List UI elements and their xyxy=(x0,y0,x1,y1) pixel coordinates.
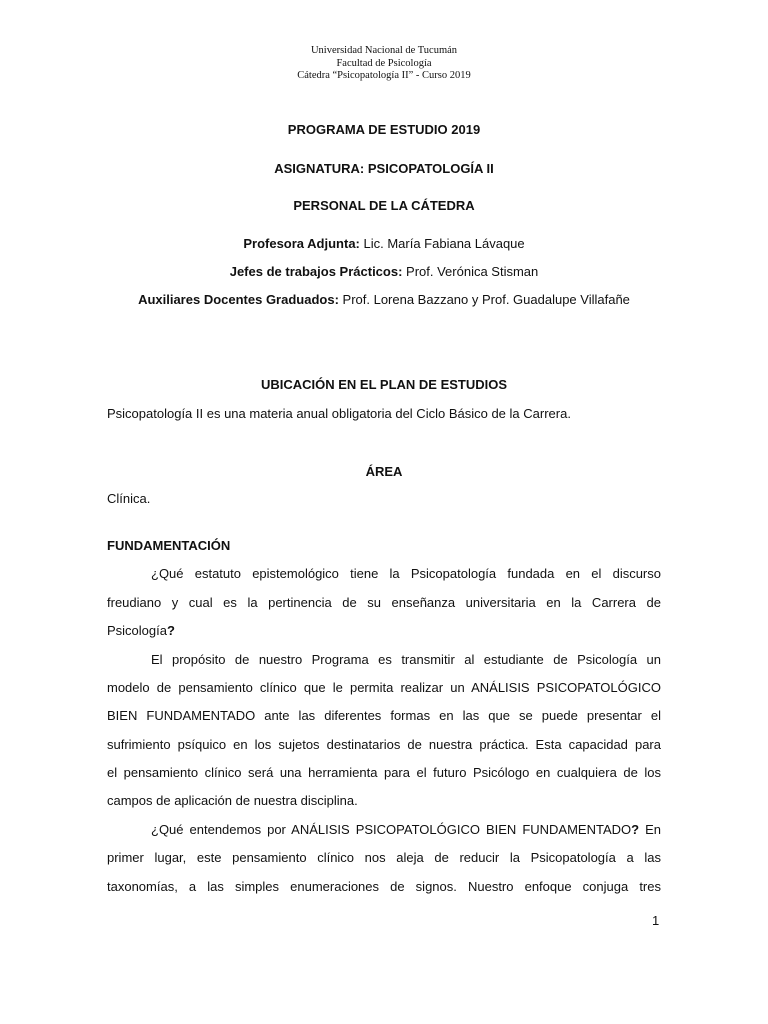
area-text: Clínica. xyxy=(107,491,151,506)
paragraph-line: el pensamiento clínico será una herramienta para el futuro Psicólogo en cualquiera de los xyxy=(107,765,661,780)
paragraph-line: taxonomías, a las simples enumeraciones de signos. Nuestro enfoque conjuga tres xyxy=(107,879,661,894)
staff-names: Prof. Lorena Bazzano y Prof. Guadalupe Villafañe xyxy=(338,292,630,307)
paragraph-line: BIEN FUNDAMENTADO ante las diferentes formas en las que se puede presentar el xyxy=(107,708,661,723)
course-name: Cátedra “Psicopatología II” - Curso 2019 xyxy=(297,70,471,81)
staff-role: Auxiliares Docentes Graduados: xyxy=(138,292,339,307)
question-mark: ? xyxy=(166,623,175,638)
question-mark: ? xyxy=(631,822,640,837)
staff-role: Jefes de trabajos Prácticos: xyxy=(229,264,403,279)
staff-heading: PERSONAL DE LA CÁTEDRA xyxy=(293,198,475,213)
paragraph-line: ¿Qué estatuto epistemológico tiene la Psicopatología fundada en el discurso xyxy=(151,566,661,581)
page-number: 1 xyxy=(652,913,660,928)
university-name: Universidad Nacional de Tucumán xyxy=(310,45,458,56)
paragraph-line: freudiano y cual es la pertinencia de su enseñanza universitaria en la Carrera de xyxy=(107,595,661,610)
faculty-name: Facultad de Psicología xyxy=(336,57,432,69)
paragraph-text: ¿Qué entendemos por ANÁLISIS PSICOPATOLÓGICO BIEN FUNDAMENTADO xyxy=(151,822,632,837)
location-heading: UBICACIÓN EN EL PLAN DE ESTUDIOS xyxy=(260,377,508,392)
staff-line-adjunta xyxy=(0,236,768,251)
paragraph-line: sufrimiento psíquico en los sujetos destinatarios de nuestra práctica. Esta capacidad para xyxy=(107,737,661,752)
paragraph-line: campos de aplicación de nuestra disciplina. xyxy=(107,793,358,808)
paragraph-line: primer lugar, este pensamiento clínico nos aleja de reducir la Psicopatología a las xyxy=(107,850,661,865)
staff-role: Profesora Adjunta: xyxy=(243,236,360,251)
staff-names: Lic. María Fabiana Lávaque xyxy=(359,236,525,251)
paragraph-line xyxy=(107,622,661,640)
staff-line-auxiliares xyxy=(0,292,768,307)
paragraph-line xyxy=(107,821,661,839)
location-text: Psicopatología II es una materia anual obligatoria del Ciclo Básico de la Carrera. xyxy=(107,406,571,421)
staff-line-jtp xyxy=(0,264,768,279)
area-heading: ÁREA xyxy=(365,464,403,479)
subject-heading: ASIGNATURA: PSICOPATOLOGÍA II xyxy=(274,161,494,176)
document-header xyxy=(0,45,768,83)
paragraph-line: El propósito de nuestro Programa es transmitir al estudiante de Psicología un xyxy=(151,652,661,667)
paragraph-text: En xyxy=(639,822,662,837)
document-title: PROGRAMA DE ESTUDIO 2019 xyxy=(287,122,481,137)
paragraph-text: Psicología xyxy=(107,623,167,638)
staff-names: Prof. Verónica Stisman xyxy=(402,264,539,279)
foundation-heading: FUNDAMENTACIÓN xyxy=(107,538,231,553)
paragraph-line: modelo de pensamiento clínico que le permita realizar un ANÁLISIS PSICOPATOLÓGICO xyxy=(107,680,661,695)
